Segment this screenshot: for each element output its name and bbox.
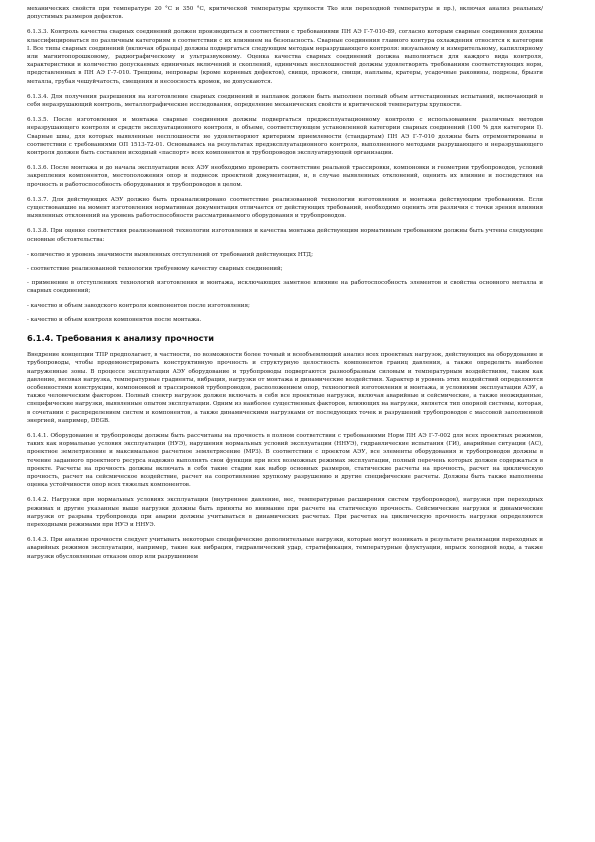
paragraph-6-1-3-6: 6.1.3.6. После монтажа и до начала эксплуатации всех АЭУ необходимо проверить соответствие реальной трассировки, компоновки и геометрии трубопроводов, условий закрепления компонентов, местоположения опор и подвесок проектной документации, и, в случае выявленных отклонений, оценить их влияние и последствия на прочность и работоспособность оборудования и трубопроводов в целом. (27, 165, 543, 188)
paragraph-6-1-3-5: 6.1.3.5. После изготовления и монтажа сварные соединения должны подвергаться предэксплуатационному контролю с использованием различных методов неразрушающего контроля и средств эксплуатационного контроля, в объеме, соответствующем установленной категории сварных соединений (100 % для категории I). Сварные швы, для которых выявленные несплошности не удовлетворяют критериям приемлемости (стандартам) ПН АЭ Г-7-010 должны быть отремонтированы в соответствии с требованиями ОП 1513-72-01. Основываясь на результатах предэксплуатационного контроля, выполненного методами разрушающего и неразрушающего контроля должен быть составлен исходный «паспорт» всех компонентов и трубопроводов эксплуатирующей организации. (27, 117, 543, 157)
list-item: - применение в отступлениях технологий изготовления и монтажа, исключающих заметное влияние на работоспособность элементов и свойства основного металла и сварных соединений; (27, 280, 543, 295)
section-heading-6-1-4: 6.1.4. Требования к анализу прочности (27, 333, 214, 344)
circumstances-list (27, 251, 543, 324)
list-item: - качество и объем заводского контроля компонентов после изготовления; (27, 302, 250, 309)
paragraph-6-1-4-3: 6.1.4.3. При анализе прочности следует учитывать некоторые специфические дополнительные нагрузки, которые могут возникать в результате реализации переходных и аварийных режимов эксплуатации, например, такие как вибрация, гидравлический удар, стратификация, температурные флуктуации, впрыск холодной воды, а также нагрузки обусловленные отказом опор или разрушением (27, 537, 543, 560)
list-item: - соответствие реализованной технологии требуемому качеству сварных соединений; (27, 266, 283, 273)
paragraph-6-1-4-1: 6.1.4.1. Оборудование и трубопроводы должны быть рассчитаны на прочность в полном соответствии с требованиями Норм ПН АЭ Г-7-002 для всех проектных режимов, таких как нормальные условия эксплуатации (НУЭ), нарушения нормальных условий эксплуатации (ННУЭ), гидравлические испытания (ГИ), аварийные ситуации (АС), проектное землетрясение и максимальное расчетное землетрясение (МРЗ). В соответствии с проектом АЭУ, все элементы оборудования и трубопроводов должны в течение заданного проектного ресурса надежно выполнять свои функции при всех возможных режимах эксплуатации, полный перечень которых должен содержаться в проекте. Расчеты на прочность должны включать в себя такие стадии как выбор основных размеров, статические расчеты на прочность, расчет на циклическую прочность, расчет на сейсмическое воздействие, расчет на сопротивление хрупкому разрушению и другие специфические расчеты. Должны быть также выполнены оценка устойчивости опор всех тяжелых компонентов. (27, 432, 543, 489)
paragraph-6-1-4-2: 6.1.4.2. Нагрузки при нормальных условиях эксплуатации (внутреннее давление, вес, температурные расширения систем трубопроводов), нагрузки при переходных режимах и другие указанные выше нагрузки должны быть приняты во внимание при расчете на статическую прочность. Сейсмические нагрузки и динамические нагрузки от разрыва трубопровода при аварии должны учитываться в динамических расчетах. При расчетах на циклическую прочность нагрузки определяются переходными режимами при НУЭ и ННУЭ. (27, 497, 543, 528)
paragraph-6-1-4-intro: Внедрение концепции ТПР предполагает, в частности, по возможности более точный и всеобъемлющий анализ всех проектных нагрузок, действующих на оборудование и трубопроводы, чтобы продемонстрировать конструктивную прочность и структурную целостность компонентов границ давления, а также определить наиболее нагруженные зоны. В процессе эксплуатации АЭУ оборудование и трубопроводы подвергаются разнообразным силовым и температурным воздействиям, таким как давление, весовая нагрузка, температурные градиенты, вибрация, нагрузки от монтажа и динамические воздействия. Характер и уровень этих воздействий определяются особенностями конструкции, компоновкой и трассировкой трубопроводов, расположением опор, технологией изготовления и монтажа, и условиями эксплуатации АЭУ, а также человеческим фактором. Полный спектр нагрузок должен включать в себя все проектные нагрузки, включая аварийные и сейсмические, а также неожиданные, специфические нагрузки, выявленные опытом эксплуатации. Одним из наиболее существенных факторов, влияющих на нагрузки, является тип опорной системы, которая, в сочетании с распределением систем и компонентов, а также динамическими нагрузками от последующих точек и разрушений трубопроводов с массовой заполненной энергией, например, DEGB. (27, 352, 543, 424)
paragraph-6-1-3-4: 6.1.3.4. Для получения разрешения на изготовление сварных соединений и наплавок должен быть выполнен полный объем аттестационных испытаний, включающий в себя неразрушающий контроль, металлографические исследования, определение механических свойств и критической температуры хрупкости. (27, 93, 543, 109)
paragraph-6-1-3-8: 6.1.3.8. При оценке соответствия реализованной технологии изготовления и качества монтажа действующим нормативным требованиям должны быть учтены следующие основные обстоятельства: (27, 228, 543, 243)
strength-section (27, 351, 543, 561)
intro-section (27, 5, 543, 244)
paragraph-6-1-3-2-tail: механических свойств при температуре 20 °С и 350 °С, критической температуры хрупкости Tko или переходной температуры и пр.), включая анализ реальных/допустимых размеров дефектов. (27, 6, 543, 21)
paragraph-6-1-3-3: 6.1.3.3. Контроль качества сварных соединений должен производиться в соответствии с требованиями ПН АЭ Г-7-010-89, согласно которым сварные соединения должны классифицироваться по различным категориям в соответствии с их влиянием на безопасность. Сварные соединения главного контура охлаждения относятся к категории I. Все типы сварных соединений (включая образцы) должны подвергаться следующим методам неразрушающего контроля: визуальному и измерительному, капиллярному или магнитопорошковому, радиографическому и ультразвуковому. Оценка качества сварных соединений должна выполняться для каждого вида контроля, характеристики и количество допускаемых единичных включений и скоплений, единичных несплошностей должны удовлетворять требованиям соответствующих норм, представленных в ПН АЭ Г-7-010. Трещины, непровары (кроме корневых дефектов), свищи, прожоги, свищи, наплывы, кратеры, усадочные раковины, подрезы, брызги металла, грубая чешуйчатость, смещения и несоосность кромок, не допускаются. (27, 29, 543, 85)
paragraph-6-1-3-7: 6.1.3.7. Для действующих АЭУ должно быть проанализировано соответствие реализованной технологии изготовления и монтажа действующим требованиям. Если существовавшие на момент изготовления нормативная документация отличается от действующих требований, необходимо оценить эти различия с точки зрения влияния выявленных отклонений на уровень работоспособности рассматриваемого оборудования и трубопроводов. (27, 196, 543, 220)
list-item: - качество и объем контроля компонентов после монтажа. (27, 316, 202, 323)
list-item: - количество и уровень значимости выявленных отступлений от требований действующих НТД; (27, 251, 313, 258)
